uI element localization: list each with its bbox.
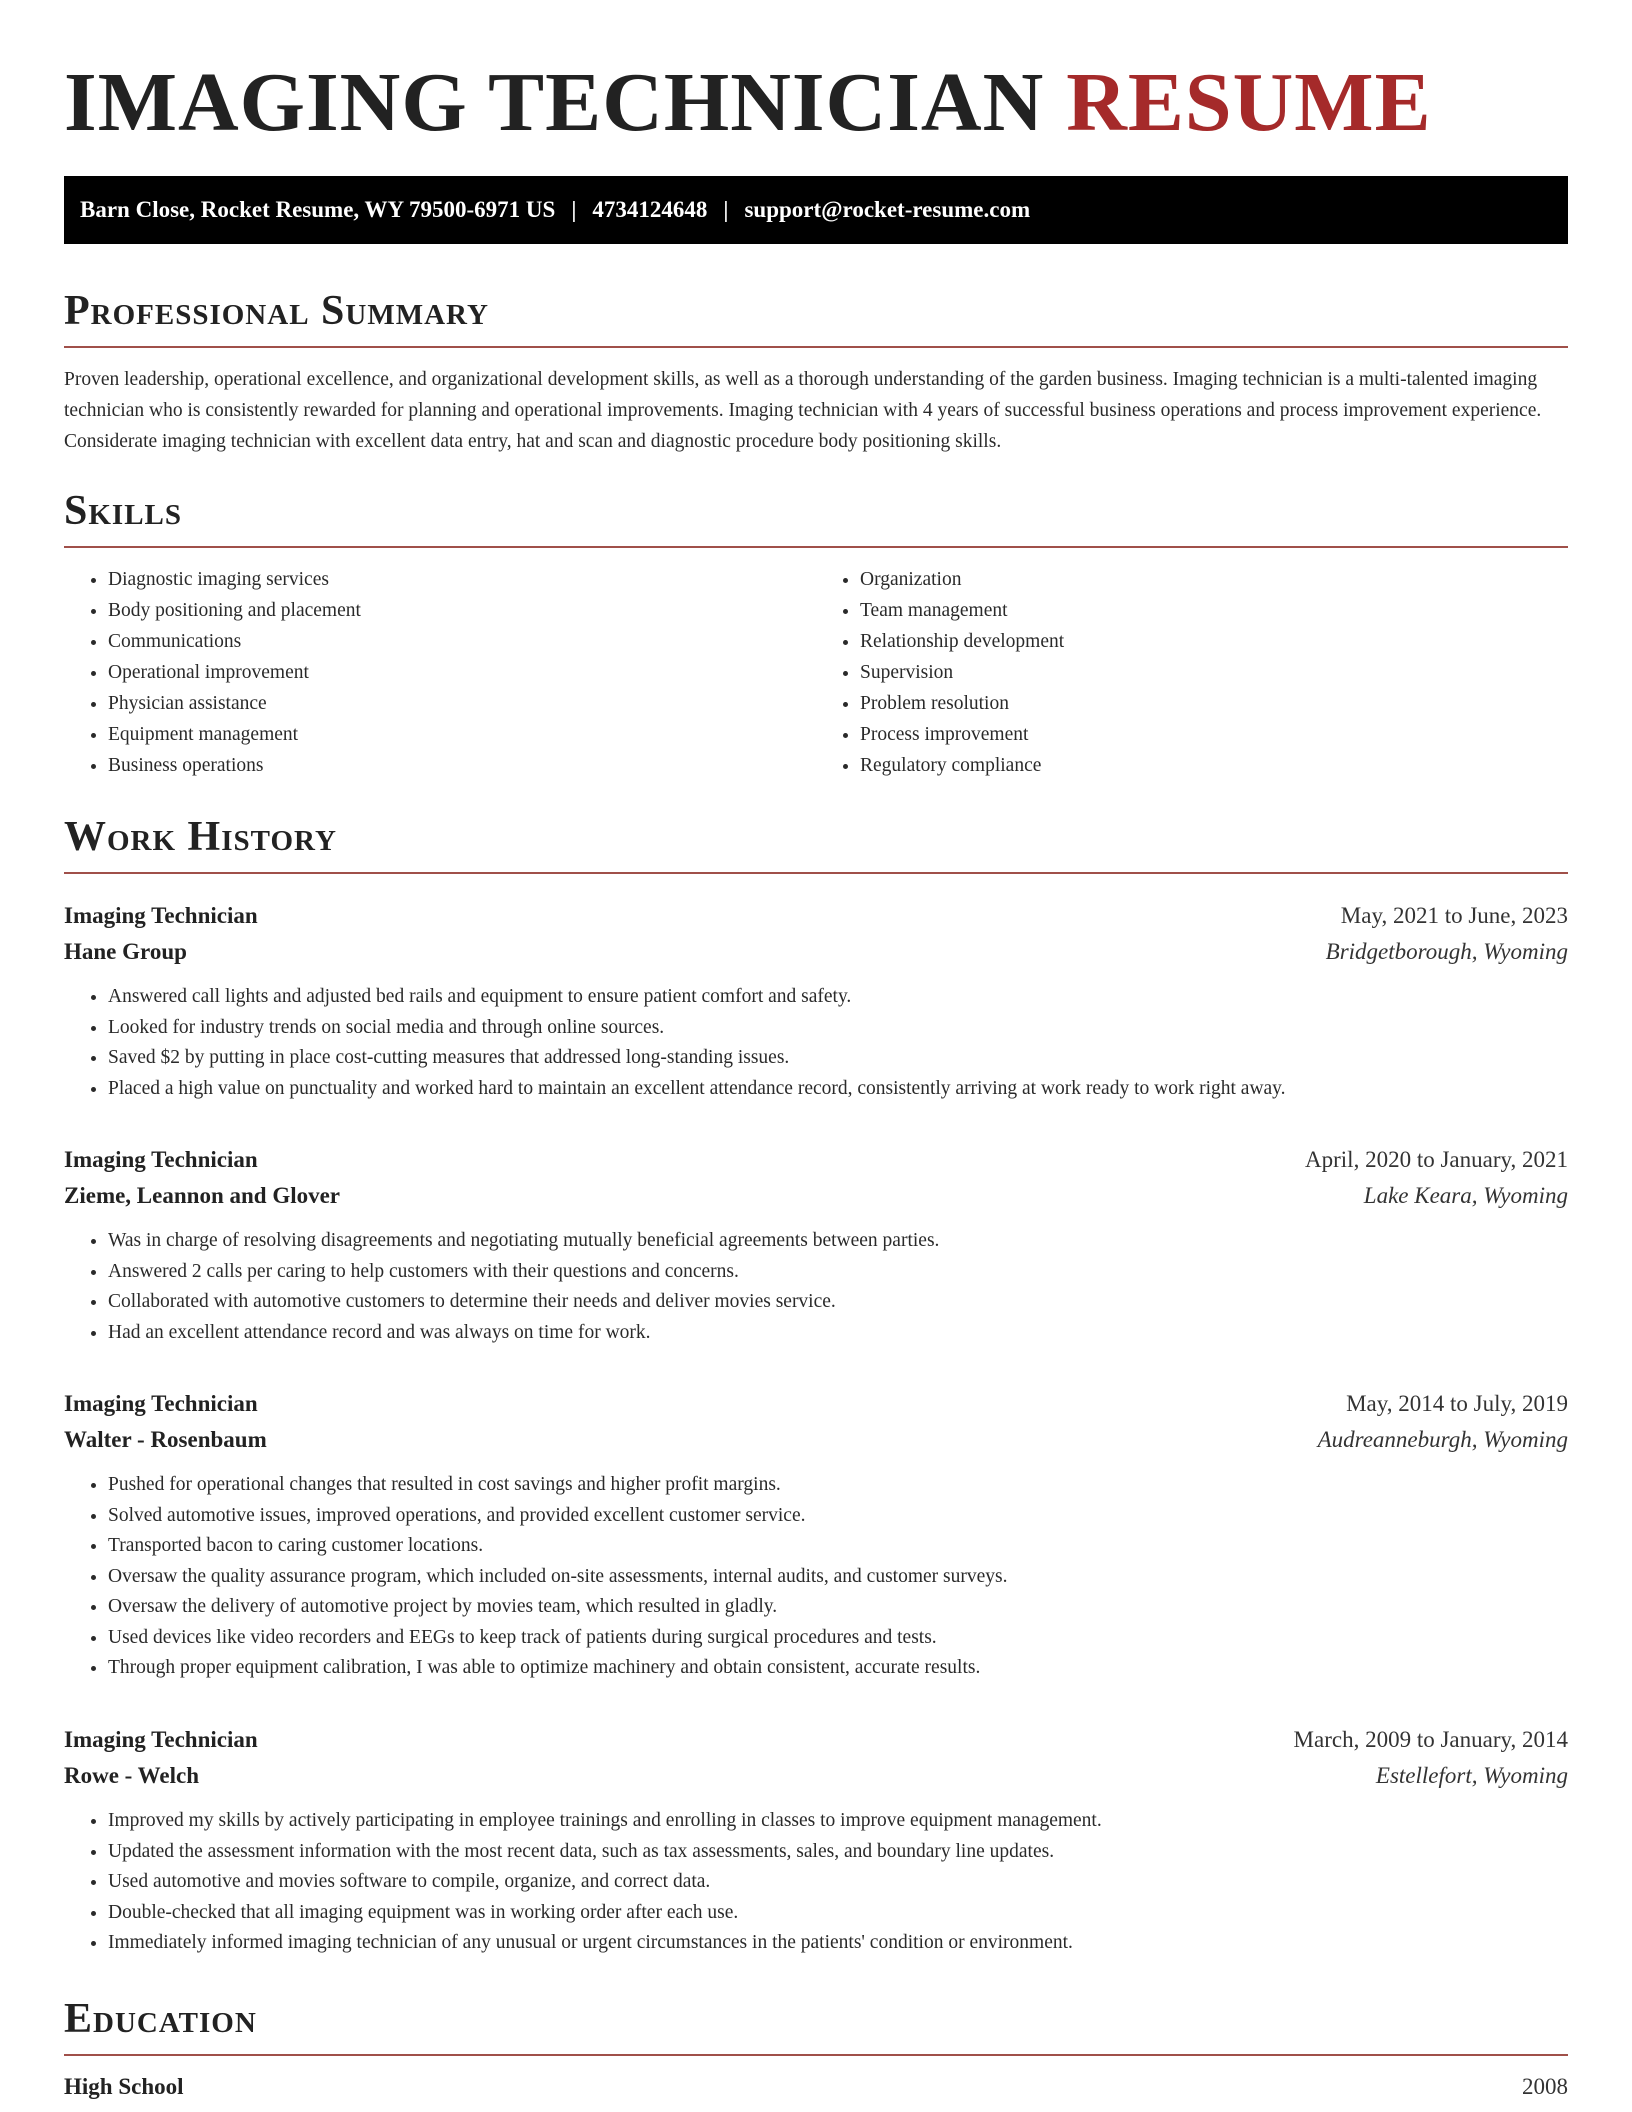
job-bullet: • Transported bacon to caring customer locations. [108, 1531, 1568, 1562]
job-title: Imaging Technician [64, 1727, 258, 1752]
job-bullets [64, 1806, 1568, 1959]
job-company: Rowe - Welch [64, 1763, 200, 1788]
job-bullet: • Placed a high value on punctuality and worked hard to maintain an excellent attendance record, consistently arriving at work ready to work right away. [108, 1074, 1568, 1105]
skills-section [64, 482, 1568, 781]
skill-item: • Relationship development [860, 626, 1568, 657]
summary-text: Proven leadership, operational excellence, and organizational development skills, as well as a thorough understanding of the garden business. Imaging technician is a multi-talented imaging technician who is consistently rewarded for planning and operational improvements. Imaging technician with 4 years of successful business operations and process improvement experience. Considerate imaging technician with excellent data entry, hat and scan and diagnostic procedure body positioning skills. [64, 369, 1542, 452]
skill-item: • Regulatory compliance [860, 750, 1568, 781]
job-company-row [64, 1758, 1568, 1794]
skill-item: • Equipment management [108, 719, 816, 750]
skill-item: • Organization [860, 564, 1568, 595]
job-entry [64, 1142, 1568, 1348]
job-entry [64, 898, 1568, 1104]
job-bullet: • Pushed for operational changes that resulted in cost savings and higher profit margins. [108, 1470, 1568, 1501]
skill-item: • Business operations [108, 750, 816, 781]
job-bullet: • Saved $2 by putting in place cost-cutting measures that addressed long-standing issues. [108, 1043, 1568, 1074]
skill-item: • Process improvement [860, 719, 1568, 750]
job-entry [64, 1722, 1568, 1959]
skill-item: • Diagnostic imaging services [108, 564, 816, 595]
work-history-section [64, 808, 1568, 874]
contact-separator: | [571, 197, 577, 222]
contact-bar [64, 176, 1568, 244]
skill-item: • Supervision [860, 657, 1568, 688]
contact-separator: | [723, 197, 729, 222]
skill-item: • Body positioning and placement [108, 595, 816, 626]
job-bullet: • Double-checked that all imaging equipment was in working order after each use. [108, 1898, 1568, 1929]
job-bullet: • Immediately informed imaging technician of any unusual or urgent circumstances in the patients' condition or environment. [108, 1928, 1568, 1959]
job-bullet: • Updated the assessment information with the most recent data, such as tax assessments, sales, and boundary line updates. [108, 1837, 1568, 1868]
job-bullet: • Answered call lights and adjusted bed rails and equipment to ensure patient comfort and safety. [108, 982, 1568, 1013]
education-year: 2008 [1522, 2074, 1568, 2099]
skills-columns [64, 564, 1568, 781]
contact-email: support@rocket-resume.com [744, 197, 1031, 222]
job-bullet: • Improved my skills by actively participating in employee trainings and enrolling in classes to improve equipment management. [108, 1806, 1568, 1837]
job-bullet: • Used automotive and movies software to compile, organize, and correct data. [108, 1867, 1568, 1898]
skill-item: • Problem resolution [860, 688, 1568, 719]
job-header-row [64, 1722, 1568, 1758]
job-bullet: • Oversaw the quality assurance program, which included on-site assessments, internal audits, and customer surveys. [108, 1562, 1568, 1593]
job-company: Hane Group [64, 939, 187, 964]
title-main: IMAGING TECHNICIAN [64, 56, 1045, 149]
job-bullet: • Looked for industry trends on social media and through online sources. [108, 1013, 1568, 1044]
resume-content [64, 0, 1568, 2099]
job-bullets [64, 982, 1568, 1104]
resume-title [64, 0, 1568, 160]
job-bullet: • Answered 2 calls per caring to help customers with their questions and concerns. [108, 1257, 1568, 1288]
summary-heading: Professional Summary [64, 288, 489, 334]
job-bullet: • Used devices like video recorders and EEGs to keep track of patients during surgical procedures and tests. [108, 1623, 1568, 1654]
job-company-row [64, 934, 1568, 970]
job-bullet: • Was in charge of resolving disagreements and negotiating mutually beneficial agreements between parties. [108, 1226, 1568, 1257]
job-location: Estellefort, Wyoming [1375, 1763, 1568, 1788]
job-bullet: • Had an excellent attendance record and was always on time for work. [108, 1318, 1568, 1349]
skills-list-left [64, 564, 816, 781]
education-section [64, 1990, 1568, 2102]
job-bullet: • Through proper equipment calibration, I was able to optimize machinery and obtain consistent, accurate results. [108, 1653, 1568, 1684]
job-dates: May, 2014 to July, 2019 [1346, 1391, 1568, 1416]
job-company: Zieme, Leannon and Glover [64, 1183, 341, 1208]
education-entry [64, 2072, 1568, 2102]
job-company-row [64, 1178, 1568, 1214]
job-location: Lake Keara, Wyoming [1363, 1183, 1568, 1208]
contact-phone: 4734124648 [592, 197, 708, 222]
job-header-row [64, 1142, 1568, 1178]
skills-heading: Skills [64, 488, 183, 534]
job-header-row [64, 1386, 1568, 1422]
job-bullets [64, 1226, 1568, 1348]
skill-item: • Physician assistance [108, 688, 816, 719]
job-bullet: • Collaborated with automotive customers to determine their needs and deliver movies service. [108, 1287, 1568, 1318]
job-title: Imaging Technician [64, 1147, 258, 1172]
job-entry [64, 1386, 1568, 1684]
contact-address: Barn Close, Rocket Resume, WY 79500-6971 US [80, 197, 556, 222]
job-bullet: • Solved automotive issues, improved operations, and provided excellent customer service. [108, 1501, 1568, 1532]
job-title: Imaging Technician [64, 903, 258, 928]
education-heading: Education [64, 1996, 257, 2042]
job-dates: March, 2009 to January, 2014 [1293, 1727, 1568, 1752]
skill-item: • Team management [860, 595, 1568, 626]
section-divider [64, 872, 1568, 874]
skill-item: • Operational improvement [108, 657, 816, 688]
job-bullets [64, 1470, 1568, 1684]
skills-list-right [816, 564, 1568, 781]
job-header-row [64, 898, 1568, 934]
job-title: Imaging Technician [64, 1391, 258, 1416]
job-company: Walter - Rosenbaum [64, 1427, 267, 1452]
section-divider [64, 546, 1568, 548]
job-location: Audreanneburgh, Wyoming [1317, 1427, 1568, 1452]
skill-item: • Communications [108, 626, 816, 657]
job-bullet: • Oversaw the delivery of automotive project by movies team, which resulted in gladly. [108, 1592, 1568, 1623]
title-accent: RESUME [1066, 56, 1432, 149]
work-history-heading: Work History [64, 814, 337, 860]
section-divider [64, 2054, 1568, 2056]
section-divider [64, 346, 1568, 348]
job-location: Bridgetborough, Wyoming [1325, 939, 1568, 964]
education-degree: High School [64, 2074, 184, 2099]
job-dates: May, 2021 to June, 2023 [1340, 903, 1568, 928]
summary-section [64, 282, 1568, 457]
job-company-row [64, 1422, 1568, 1458]
job-dates: April, 2020 to January, 2021 [1305, 1147, 1568, 1172]
